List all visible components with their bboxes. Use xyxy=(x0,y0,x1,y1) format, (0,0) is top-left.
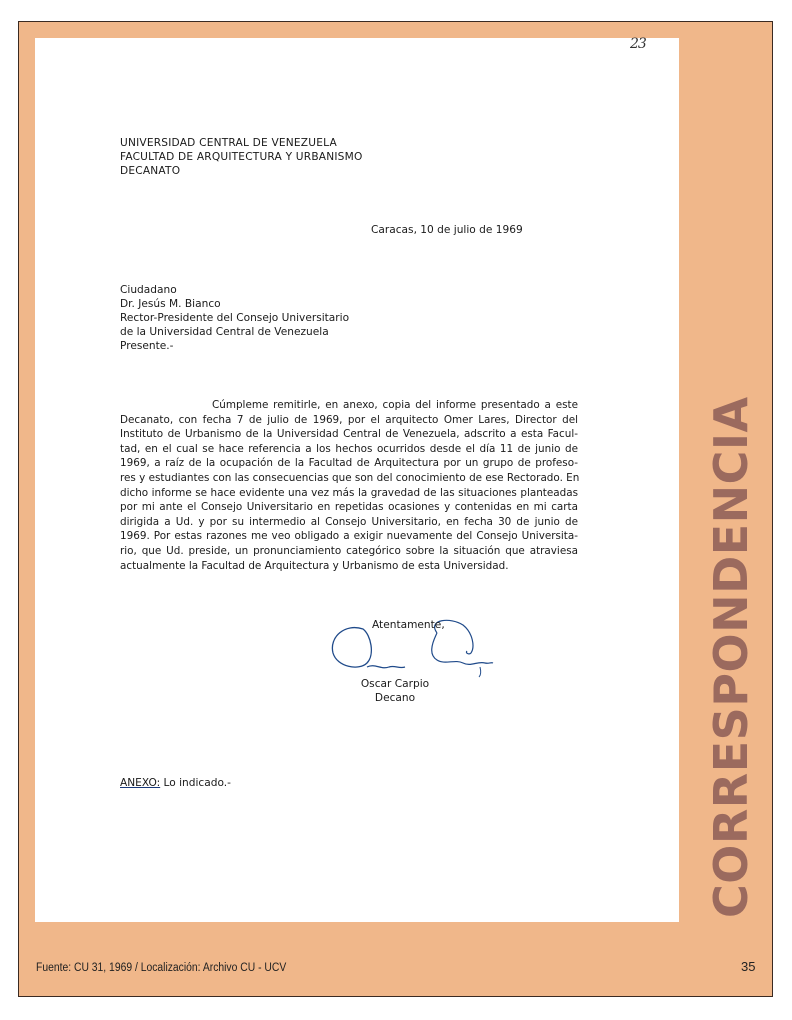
body-line: Cúmpleme remitirle, en anexo, copia del informe presentado a este xyxy=(212,399,578,411)
annex-label: ANEXO: xyxy=(120,777,161,789)
signer-block xyxy=(340,677,450,705)
body-line: Decanato, con fecha 7 de julio de 1969, por el arquitecto Omer Lares, Director del xyxy=(120,413,578,426)
annex-line xyxy=(120,776,231,790)
body-line: Instituto de Urbanismo de la Universidad Central de Venezuela, adscrito a esta Facul- xyxy=(120,428,578,441)
body-line: dicho informe se hace evidente una vez más la gravedad de las situaciones planteadas xyxy=(120,486,578,499)
body-line: res y estudiantes con las consecuencias que son del conocimiento de ese Rectorado. En xyxy=(120,471,580,484)
body-line: 1969. Por estas razones me veo obligado a exigir nuevamente del Consejo Universita- xyxy=(120,530,578,543)
annex-text: Lo indicado.- xyxy=(163,777,231,789)
signer-title: Decano xyxy=(374,692,416,704)
section-title-vertical: CORRESPONDENCIA xyxy=(704,396,758,918)
recipient-name: Dr. Jesús M. Bianco xyxy=(120,298,221,310)
recipient-presente: Presente.- xyxy=(120,340,174,352)
letterhead-university: UNIVERSIDAD CENTRAL DE VENEZUELA xyxy=(120,137,337,149)
body-line: 1969, a raíz de la ocupación de la Facultad de Arquitectura por un grupo de profeso- xyxy=(120,457,578,470)
letterhead-faculty: FACULTAD DE ARQUITECTURA Y URBANISMO xyxy=(120,151,363,163)
letter-body-paragraph xyxy=(120,398,578,573)
recipient-institution: de la Universidad Central de Venezuela xyxy=(120,326,329,338)
page-number: 35 xyxy=(741,959,756,974)
closing-text: Atentamente, xyxy=(372,619,445,631)
body-line: tad, en el cual se hace referencia a los hechos ocurridos desde el día 11 de junio de xyxy=(120,442,578,455)
recipient-block xyxy=(120,283,349,353)
body-line: actualmente la Facultad de Arquitectura y Urbanismo de esta Universidad. xyxy=(120,559,509,572)
letterhead-office: DECANATO xyxy=(120,165,181,177)
footer-source-citation: Fuente: CU 31, 1969 / Localización: Archivo CU - UCV xyxy=(36,962,287,974)
handwritten-folio-number: 23 xyxy=(630,36,646,52)
body-line: dirigida a Ud. y por su intermedio al Consejo Universitario, en fecha 30 de junio de xyxy=(120,515,578,528)
signer-name: Oscar Carpio xyxy=(360,678,430,690)
date-line: Caracas, 10 de julio de 1969 xyxy=(371,224,523,236)
body-line: rio, que Ud. preside, un pronunciamiento categórico sobre la situación que atraviesa xyxy=(120,544,578,557)
recipient-salutation: Ciudadano xyxy=(120,284,177,296)
letterhead xyxy=(120,136,363,178)
recipient-position: Rector-Presidente del Consejo Universitario xyxy=(120,312,350,324)
body-line: por mi ante el Consejo Universitario en repetidas ocasiones y contenidas en mi carta xyxy=(120,501,578,514)
